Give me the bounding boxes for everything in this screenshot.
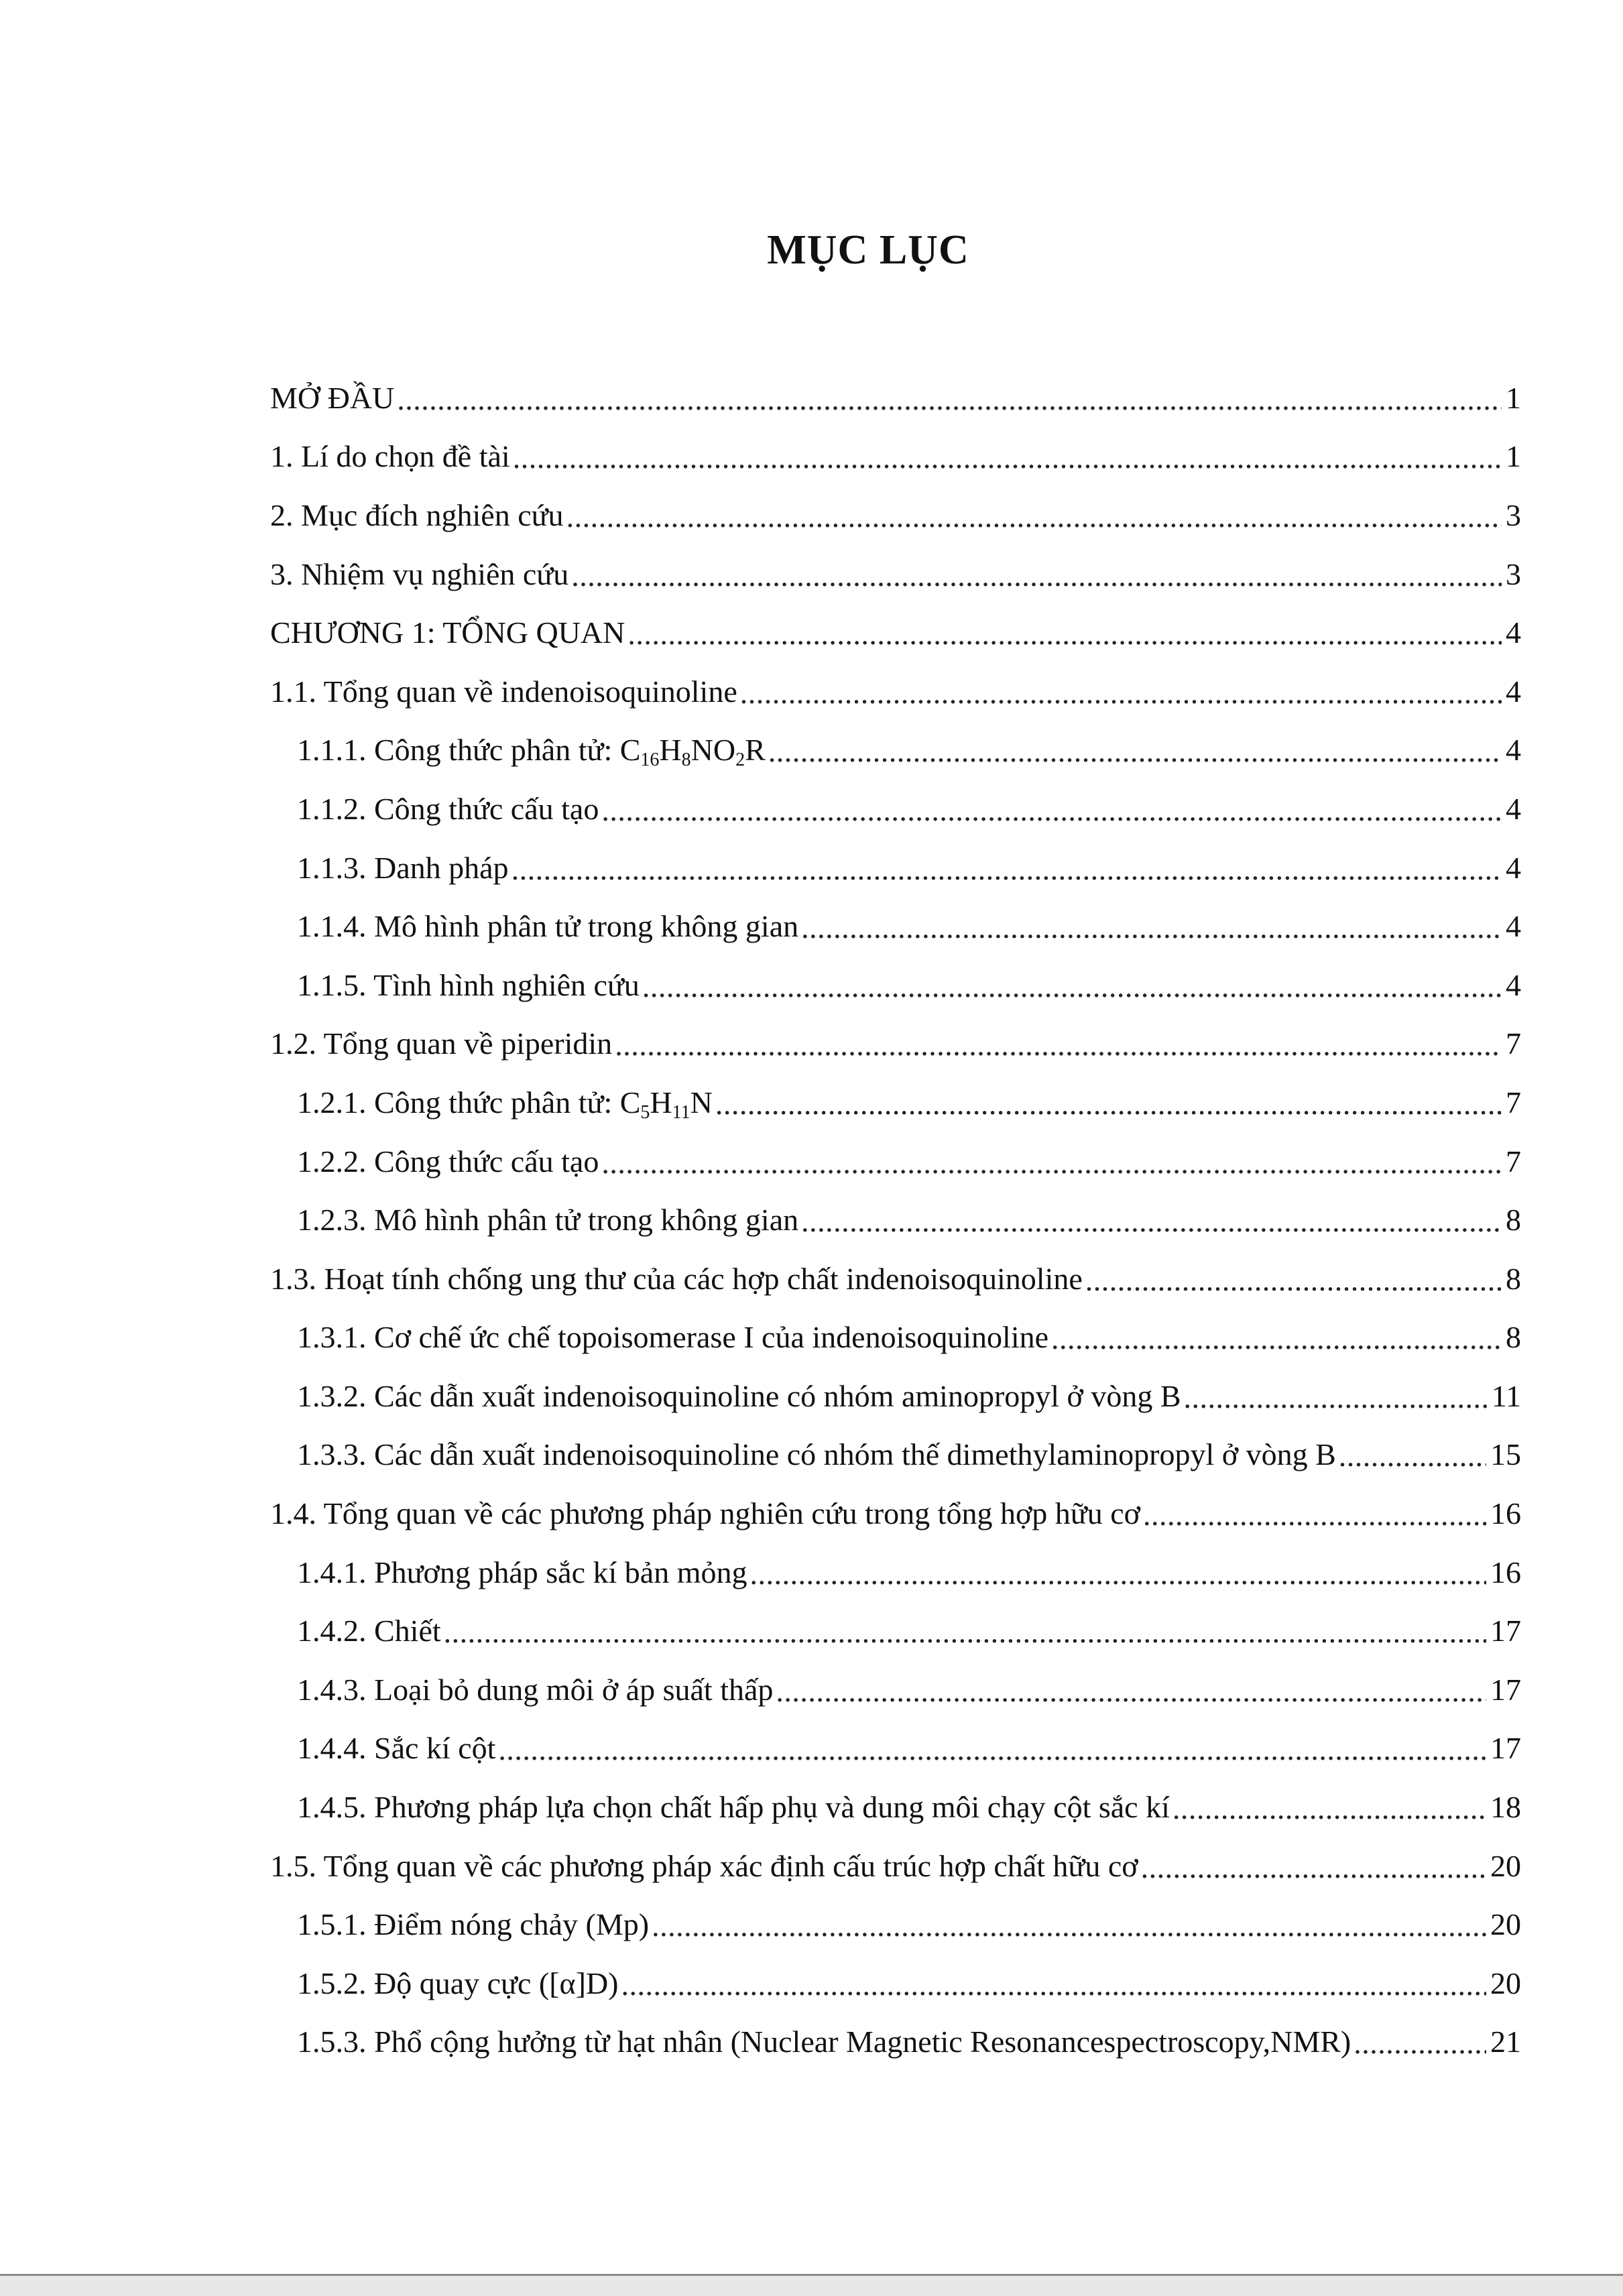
toc-page-number: 8 bbox=[1506, 1261, 1521, 1296]
toc-page-number: 7 bbox=[1506, 1085, 1521, 1120]
toc-entry[interactable] bbox=[270, 1309, 1521, 1368]
toc-entry[interactable] bbox=[270, 956, 1521, 1015]
toc-page-number: 15 bbox=[1490, 1437, 1521, 1472]
toc-dot-leader bbox=[1051, 1323, 1502, 1354]
toc-entry[interactable] bbox=[270, 839, 1521, 898]
toc-entry[interactable] bbox=[270, 1191, 1521, 1250]
toc-dot-leader bbox=[652, 1911, 1486, 1941]
toc-page-number: 17 bbox=[1490, 1731, 1521, 1766]
toc-entry-text: 1.3.2. Các dẫn xuất indenoisoquinoline có nhóm aminopropyl ở vòng B bbox=[297, 1378, 1181, 1413]
toc-entry-text: 1.3.3. Các dẫn xuất indenoisoquinoline có nhóm thế dimethylaminopropyl ở vòng B bbox=[297, 1437, 1336, 1472]
toc-dot-leader bbox=[512, 854, 1502, 885]
toc-entry-text: 1.5.1. Điểm nóng chảy (Mp) bbox=[297, 1907, 650, 1942]
toc-dot-leader bbox=[776, 1676, 1486, 1707]
toc-dot-leader bbox=[801, 912, 1502, 943]
toc-entry[interactable] bbox=[270, 721, 1521, 780]
toc-dot-leader bbox=[601, 795, 1502, 826]
toc-dot-leader bbox=[615, 1030, 1502, 1061]
toc-page-number: 16 bbox=[1490, 1496, 1521, 1531]
toc-entry[interactable] bbox=[270, 1484, 1521, 1543]
toc-entry-text: 1.2. Tổng quan về piperidin bbox=[270, 1026, 613, 1061]
toc-dot-leader bbox=[768, 736, 1502, 767]
toc-page-number: 4 bbox=[1506, 733, 1521, 768]
toc-entry-text: 1.4.3. Loại bỏ dung môi ở áp suất thấp bbox=[297, 1672, 774, 1707]
page-title: MỤC LỤC bbox=[767, 227, 969, 273]
toc-page-number: 4 bbox=[1506, 850, 1521, 885]
page-bottom-band bbox=[0, 2276, 1623, 2296]
toc-entry[interactable] bbox=[270, 1367, 1521, 1426]
toc-entry-text: 1.2.1. Công thức phân tử: $C_5H_{11}N$ bbox=[297, 1085, 713, 1123]
toc-entry-text: 1.3.1. Cơ chế ức chế topoisomerase I của indenoisoquinoline bbox=[297, 1320, 1049, 1355]
toc-entry[interactable] bbox=[270, 1660, 1521, 1719]
toc-entry-text: CHƯƠNG 1: TỔNG QUAN bbox=[270, 615, 625, 650]
toc-page-number: 1 bbox=[1506, 380, 1521, 415]
toc-dot-leader bbox=[1184, 1382, 1488, 1413]
toc-entry[interactable] bbox=[270, 1895, 1521, 1954]
toc-entry[interactable] bbox=[270, 1015, 1521, 1074]
toc-entry-text: 3. Nhiệm vụ nghiên cứu bbox=[270, 556, 569, 591]
toc-entry-text: 1.5. Tổng quan về các phương pháp xác định cấu trúc hợp chất hữu cơ bbox=[270, 1848, 1138, 1883]
toc-dot-leader bbox=[566, 501, 1502, 532]
toc-page-number: 20 bbox=[1490, 1907, 1521, 1942]
toc-page-number: 4 bbox=[1506, 791, 1521, 826]
toc-entry[interactable] bbox=[270, 1837, 1521, 1896]
toc-page-number: 8 bbox=[1506, 1320, 1521, 1355]
toc-page-number: 16 bbox=[1490, 1555, 1521, 1589]
toc-entry-text: 1.1. Tổng quan về indenoisoquinoline bbox=[270, 674, 737, 709]
toc-dot-leader bbox=[498, 1734, 1486, 1765]
toc-entry[interactable] bbox=[270, 603, 1521, 662]
toc-entry-text: 1.5.2. Độ quay cực ([α]D) bbox=[297, 1966, 619, 2000]
toc-entry-text: 1.2.3. Mô hình phân tử trong không gian bbox=[297, 1203, 799, 1237]
toc-entry-text: 1.4.2. Chiết bbox=[297, 1614, 441, 1648]
toc-entry[interactable] bbox=[270, 780, 1521, 839]
toc-page-number: 3 bbox=[1506, 556, 1521, 591]
toc-entry[interactable] bbox=[270, 428, 1521, 487]
toc-entry[interactable] bbox=[270, 662, 1521, 721]
toc-entry[interactable] bbox=[270, 1602, 1521, 1660]
toc-entry-text: 1.1.5. Tình hình nghiên cứu bbox=[297, 967, 640, 1002]
toc-page-number: 17 bbox=[1490, 1614, 1521, 1648]
toc-dot-leader bbox=[1354, 2028, 1486, 2059]
toc-page-number: 4 bbox=[1506, 615, 1521, 650]
toc-entry-text: 1.4.5. Phương pháp lựa chọn chất hấp phụ và dung môi chạy cột sắc kí bbox=[297, 1790, 1170, 1825]
toc-entry[interactable] bbox=[270, 1543, 1521, 1602]
toc-entry[interactable] bbox=[270, 1250, 1521, 1309]
toc-entry[interactable] bbox=[270, 486, 1521, 545]
toc-dot-leader bbox=[571, 560, 1502, 591]
toc-entry-text: MỞ ĐẦU bbox=[270, 380, 395, 415]
toc-entry-text: 1.1.1. Công thức phân tử: $C_{16}H_8NO_2R$ bbox=[297, 733, 766, 771]
toc-dot-leader bbox=[1339, 1441, 1486, 1471]
toc-entry-text: 1.1.3. Danh pháp bbox=[297, 850, 509, 885]
toc-dot-leader bbox=[1143, 1500, 1486, 1530]
toc-page-number: 18 bbox=[1490, 1790, 1521, 1825]
toc-entry[interactable] bbox=[270, 1954, 1521, 2013]
toc-dot-leader bbox=[1085, 1265, 1502, 1296]
toc-dot-leader bbox=[1173, 1793, 1486, 1824]
toc-entry[interactable] bbox=[270, 1426, 1521, 1485]
toc-page-number: 7 bbox=[1506, 1144, 1521, 1179]
table-of-contents bbox=[270, 369, 1521, 2071]
toc-entry-text: 2. Mục đích nghiên cứu bbox=[270, 497, 564, 532]
toc-page-number: 4 bbox=[1506, 674, 1521, 709]
toc-dot-leader bbox=[749, 1559, 1486, 1589]
toc-page-number: 20 bbox=[1490, 1848, 1521, 1883]
toc-entry-text: 1.4.4. Sắc kí cột bbox=[297, 1731, 496, 1766]
toc-dot-leader bbox=[715, 1089, 1502, 1120]
toc-page-number: 1 bbox=[1506, 439, 1521, 474]
toc-entry-text: 1.3. Hoạt tính chống ung thư của các hợp chất indenoisoquinoline bbox=[270, 1261, 1083, 1296]
toc-entry-text: 1.2.2. Công thức cấu tạo bbox=[297, 1144, 599, 1179]
toc-dot-leader bbox=[621, 1970, 1487, 2000]
toc-page-number: 4 bbox=[1506, 967, 1521, 1002]
toc-entry-text: 1.5.3. Phổ cộng hưởng từ hạt nhân (Nuclear Magnetic Resonancespectroscopy,NMR) bbox=[297, 2025, 1351, 2059]
toc-dot-leader bbox=[627, 619, 1502, 650]
toc-page-number: 11 bbox=[1491, 1378, 1521, 1413]
toc-dot-leader bbox=[1141, 1852, 1486, 1883]
toc-page-number: 4 bbox=[1506, 909, 1521, 944]
toc-entry-text: 1.1.4. Mô hình phân tử trong không gian bbox=[297, 909, 799, 944]
toc-entry-text: 1.4. Tổng quan về các phương pháp nghiên cứu trong tổng hợp hữu cơ bbox=[270, 1496, 1140, 1531]
toc-entry[interactable] bbox=[270, 2013, 1521, 2072]
toc-entry[interactable] bbox=[270, 1778, 1521, 1837]
toc-entry-text: 1.1.2. Công thức cấu tạo bbox=[297, 791, 599, 826]
toc-page-number: 20 bbox=[1490, 1966, 1521, 2000]
toc-dot-leader bbox=[801, 1206, 1502, 1237]
toc-page-number: 21 bbox=[1490, 2025, 1521, 2059]
toc-page-number: 17 bbox=[1490, 1672, 1521, 1707]
toc-dot-leader bbox=[740, 678, 1502, 709]
toc-dot-leader bbox=[444, 1617, 1486, 1648]
toc-dot-leader bbox=[601, 1148, 1502, 1179]
toc-entry[interactable] bbox=[270, 1132, 1521, 1191]
toc-entry[interactable] bbox=[270, 897, 1521, 956]
toc-entry-text: 1. Lí do chọn đề tài bbox=[270, 439, 510, 474]
toc-entry-text: 1.4.1. Phương pháp sắc kí bản mỏng bbox=[297, 1555, 747, 1589]
toc-entry[interactable] bbox=[270, 545, 1521, 604]
toc-entry[interactable] bbox=[270, 1073, 1521, 1132]
toc-entry[interactable] bbox=[270, 1719, 1521, 1778]
toc-page-number: 3 bbox=[1506, 497, 1521, 532]
toc-page-number: 8 bbox=[1506, 1203, 1521, 1237]
toc-dot-leader bbox=[642, 971, 1502, 1002]
toc-dot-leader bbox=[397, 384, 1502, 415]
toc-page-number: 7 bbox=[1506, 1026, 1521, 1061]
toc-entry[interactable] bbox=[270, 369, 1521, 428]
toc-dot-leader bbox=[513, 442, 1502, 473]
